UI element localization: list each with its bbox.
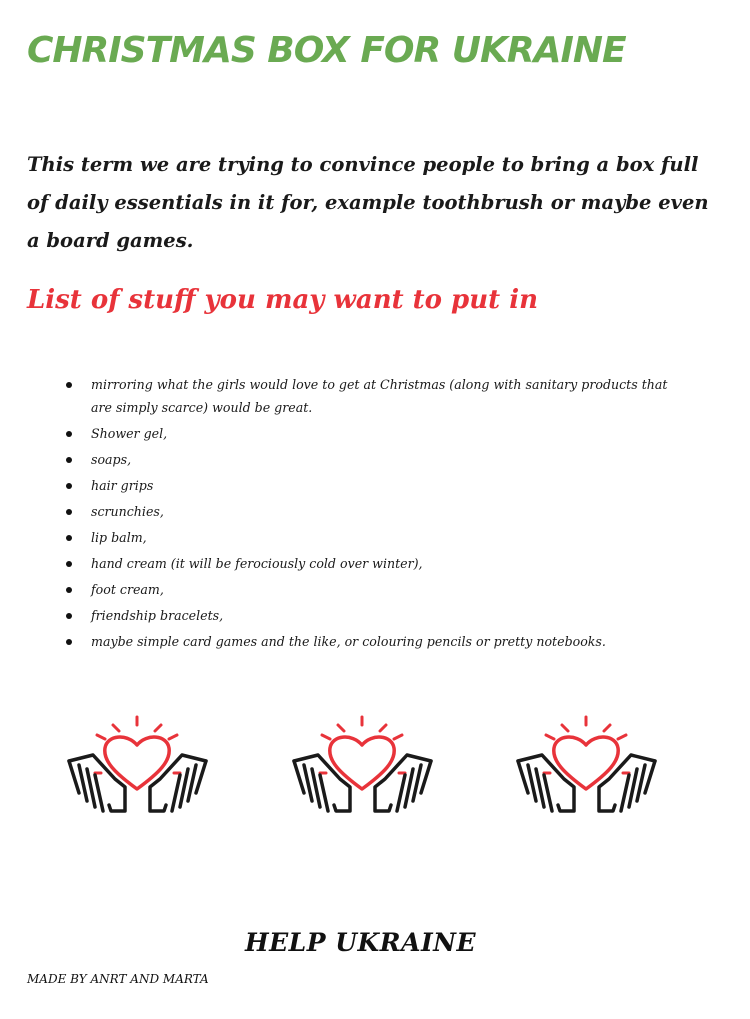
list-item: friendship bracelets,	[66, 604, 686, 627]
list-item: soaps,	[66, 448, 686, 471]
hands-holding-heart-icon	[514, 713, 659, 818]
list-item: hand cream (it will be ferociously cold over winter),	[66, 552, 686, 575]
hands-holding-heart-icon	[65, 713, 210, 818]
list-item: foot cream,	[66, 578, 686, 601]
footer-title: HELP UKRAINE	[245, 928, 477, 957]
list-heading: List of stuff you may want to put in	[27, 285, 538, 315]
document-title: CHRISTMAS BOX FOR UKRAINE	[27, 30, 626, 71]
list-item: Shower gel,	[66, 422, 686, 445]
list-item: maybe simple card games and the like, or colouring pencils or pretty notebooks.	[66, 630, 686, 653]
intro-paragraph: This term we are trying to convince people to bring a box full of daily essentials in it for, example toothbrush or maybe even a board games.	[27, 153, 709, 252]
list-item: hair grips	[66, 474, 686, 497]
list-item: scrunchies,	[66, 500, 686, 523]
items-list	[66, 373, 686, 656]
list-item: lip balm,	[66, 526, 686, 549]
credits: MADE BY ANRT AND MARTA	[27, 972, 209, 986]
hands-holding-heart-icon	[290, 713, 435, 818]
list-item: mirroring what the girls would love to get at Christmas (along with sanitary products that are simply scarce) would be great.	[66, 373, 686, 419]
